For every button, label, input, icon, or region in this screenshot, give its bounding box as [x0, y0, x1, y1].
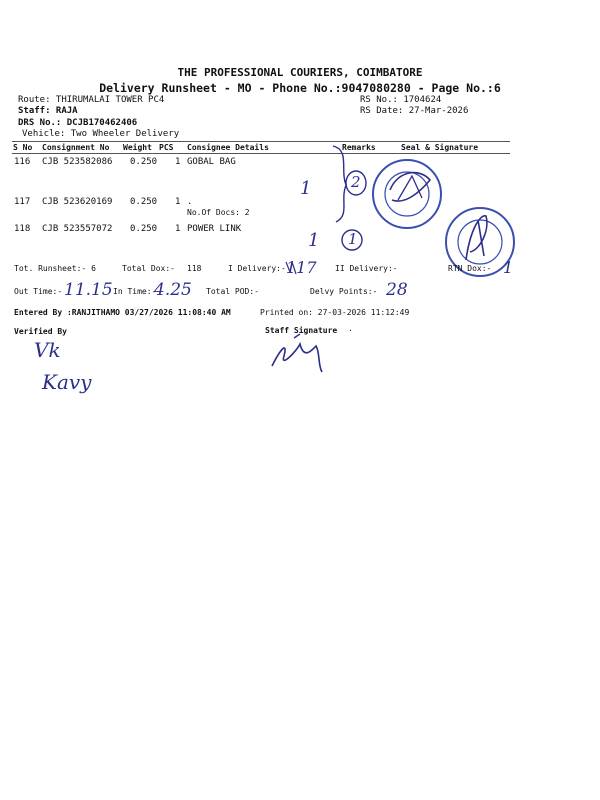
company-title: THE PROFESSIONAL COURIERS, COIMBATORE	[177, 66, 423, 79]
col-seal-signature: Seal & Signature	[401, 143, 479, 152]
vehicle: Vehicle: Two Wheeler Delivery	[22, 129, 180, 139]
col-consignee: Consignee Details	[187, 143, 269, 152]
row-3-consignee: POWER LINK	[187, 224, 242, 234]
row-2-pcs: 1	[175, 197, 181, 207]
staff-signature-label: Staff Signature	[265, 326, 338, 335]
row-1-consignee: GOBAL BAG	[187, 157, 236, 167]
row-1-pcs: 1	[175, 157, 181, 167]
row-2-consignment: CJB 523620169	[42, 197, 113, 207]
col-sno: S No	[13, 143, 33, 152]
rtn-dox-label: RTN Dox:-	[448, 264, 492, 273]
rtn-dox-value: 1	[503, 258, 514, 277]
row-2-sno: 117	[14, 197, 31, 207]
staff: Staff: RAJA	[18, 106, 78, 116]
col-consignment: Consignment No	[42, 143, 110, 152]
in-time-label: In Time:-	[113, 287, 157, 296]
remark-1-circled: 2	[351, 173, 361, 191]
tot-runsheet: Tot. Runsheet:- 6	[14, 264, 96, 273]
out-time-value: 11.15	[64, 280, 113, 300]
verified-by-label: Verified By	[14, 327, 67, 336]
row-1-weight: 0.250	[130, 157, 158, 167]
col-weight: Weight	[123, 143, 152, 152]
rs-number: RS No.: 1704624	[360, 95, 442, 105]
row-3-consignment: CJB 523557072	[42, 224, 113, 234]
total-pod-label: Total POD:-	[206, 287, 259, 296]
row-3-weight: 0.250	[130, 224, 158, 234]
in-time-value: 4.25	[154, 280, 192, 300]
row-1-sno: 116	[14, 157, 31, 167]
runsheet-subtitle: Delivery Runsheet - MO - Phone No.:9047080280 - Page No.:6	[99, 81, 501, 95]
i-delivery-label: I Delivery:-	[228, 264, 286, 273]
row-1-consignment: CJB 523582086	[42, 157, 113, 167]
printed-on: Printed on: 27-03-2026 11:12:49	[260, 308, 410, 317]
delvy-points-label: Delvy Points:-	[310, 287, 378, 296]
staff-signature-dot: ·	[348, 326, 353, 335]
entered-by: Entered By :RANJITHAMO 03/27/2026 11:08:40 AM	[14, 308, 231, 317]
row-3-pcs: 1	[175, 224, 181, 234]
drs-number: DRS No.: DCJB170462406	[18, 118, 138, 128]
col-pcs: PCS	[159, 143, 174, 152]
remark-1-tally: 1	[300, 178, 312, 199]
total-dox-value: 118	[187, 264, 202, 273]
delvy-points-value: 28	[386, 280, 408, 300]
row-2-docs-note: No.Of Docs: 2	[187, 208, 250, 217]
remark-3-tally: 1	[308, 230, 320, 251]
row-2-weight: 0.250	[130, 197, 158, 207]
verified-name: Kavy	[42, 370, 92, 394]
route: Route: THIRUMALAI TOWER PC4	[18, 95, 165, 105]
ii-delivery-label: II Delivery:-	[335, 264, 398, 273]
verified-initials: Vk	[34, 338, 61, 362]
row-3-sno: 118	[14, 224, 31, 234]
col-remarks: Remarks	[342, 143, 376, 152]
remark-3-circled: 1	[348, 230, 358, 248]
i-delivery-value: 117	[286, 258, 317, 277]
row-2-consignee: .	[187, 197, 193, 207]
out-time-label: Out Time:-	[14, 287, 63, 296]
rs-date: RS Date: 27-Mar-2026	[360, 106, 469, 116]
total-dox-label: Total Dox:-	[122, 264, 175, 273]
